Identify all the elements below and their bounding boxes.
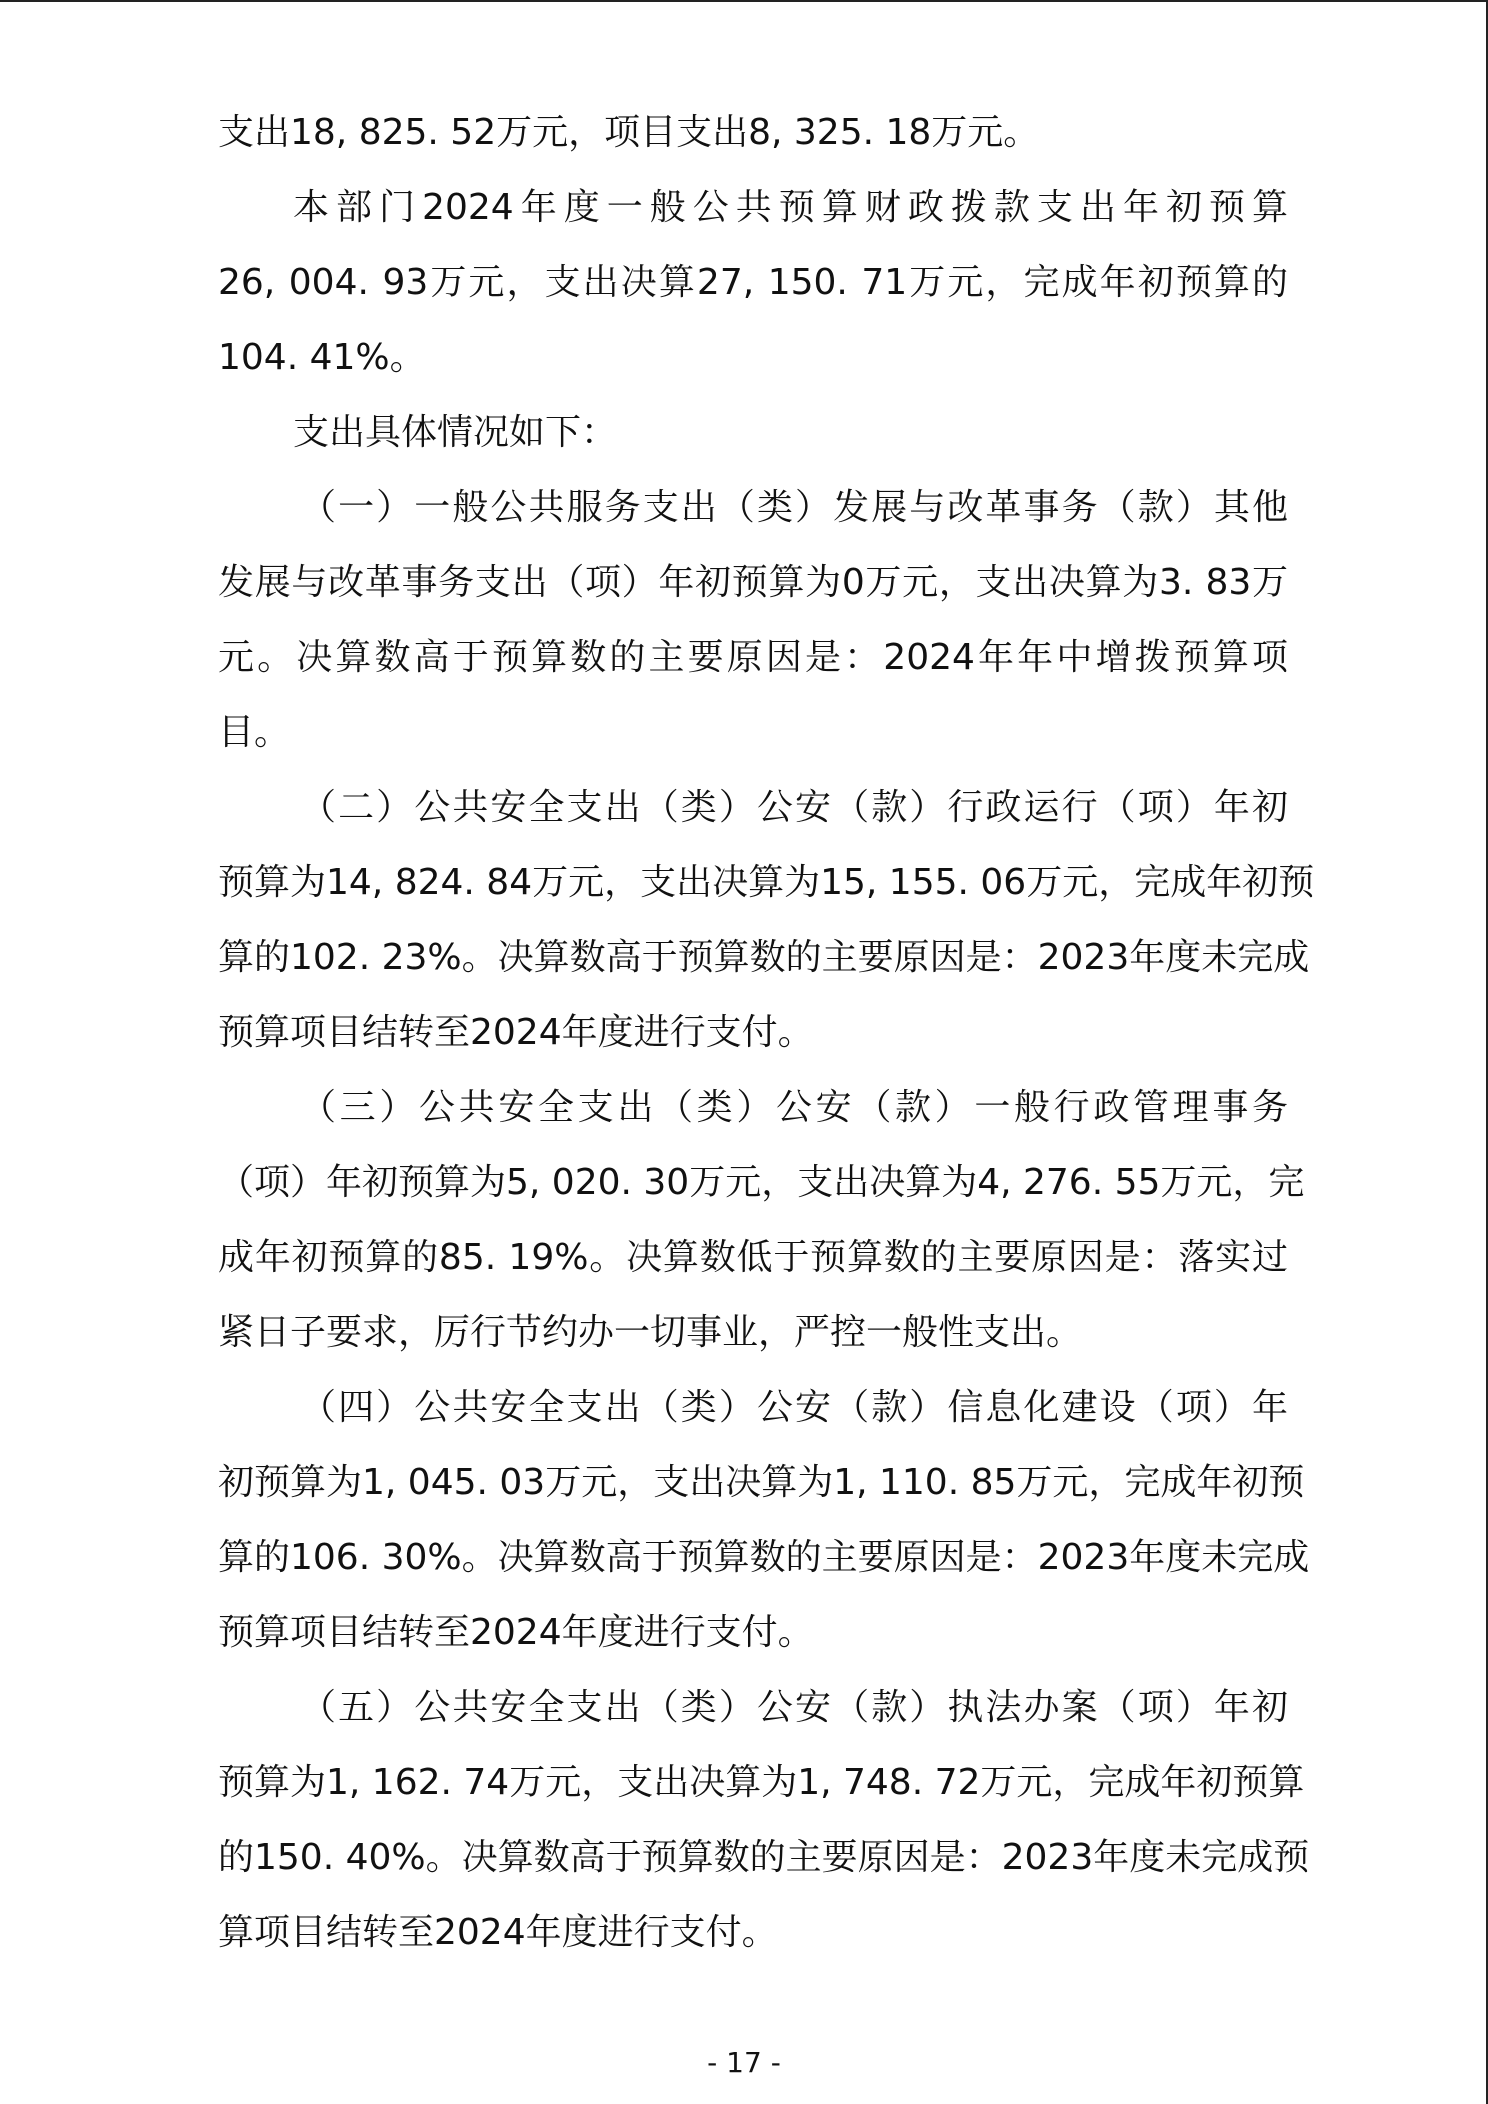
text-line: 支出具体情况如下： [293,412,618,453]
text-line: 初预算为1, 045. 03万元，支出决算为1, 110. 85万元，完成年初预 [218,1462,1305,1503]
text-line: 预算为1, 162. 74万元，支出决算为1, 748. 72万元，完成年初预算 [218,1762,1305,1803]
page-number: - 17 - [707,2046,781,2079]
text-line: 元。决算数高于预算数的主要原因是：2024年年中增拨预算项 [218,637,1288,678]
text-line: 发展与改革事务支出（项）年初预算为0万元，支出决算为3. 83万 [218,562,1288,603]
text-line: 支出18, 825. 52万元，项目支出8, 325. 18万元。 [218,112,1040,153]
text-line: 预算项目结转至2024年度进行支付。 [218,1612,814,1653]
text-line: 的150. 40%。决算数高于预算数的主要原因是：2023年度未完成预 [218,1837,1310,1878]
paragraph-budget-overview [218,170,1288,395]
paragraph-item-1 [218,470,1288,770]
text-line: 紧日子要求，厉行节约办一切事业，严控一般性支出。 [218,1312,1083,1353]
text-line: 预算为14, 824. 84万元，支出决算为15, 155. 06万元，完成年初预 [218,862,1315,903]
paragraph-item-5 [218,1670,1310,1970]
text-line: 目。 [218,712,291,753]
text-line: 26, 004. 93万元，支出决算27, 150. 71万元，完成年初预算的 [218,262,1288,303]
text-line: 104. 41%。 [218,337,426,378]
text-line: （四）公共安全支出（类）公安（款）信息化建设（项）年 [300,1387,1288,1428]
text-line: （五）公共安全支出（类）公安（款）执法办案（项）年初 [300,1687,1288,1728]
document-body [218,95,1315,1970]
page-top-border [0,0,1488,2]
paragraph-expenditure-summary [218,95,1288,170]
text-line: 算项目结转至2024年度进行支付。 [218,1912,778,1953]
paragraph-item-2 [218,770,1315,1070]
text-line: （二）公共安全支出（类）公安（款）行政运行（项）年初 [300,787,1288,828]
text-line: 预算项目结转至2024年度进行支付。 [218,1012,814,1053]
text-line: 算的102. 23%。决算数高于预算数的主要原因是：2023年度未完成 [218,937,1310,978]
text-line: 算的106. 30%。决算数高于预算数的主要原因是：2023年度未完成 [218,1537,1310,1578]
text-line: 成年初预算的85. 19%。决算数低于预算数的主要原因是：落实过 [218,1237,1288,1278]
text-line: （三）公共安全支出（类）公安（款）一般行政管理事务 [300,1087,1288,1128]
paragraph-details-intro [218,395,1288,470]
text-line: 本部门2024年度一般公共预算财政拨款支出年初预算 [293,187,1288,228]
paragraph-item-3 [218,1070,1305,1370]
paragraph-item-4 [218,1370,1310,1670]
text-line: （一）一般公共服务支出（类）发展与改革事务（款）其他 [300,487,1288,528]
text-line: （项）年初预算为5, 020. 30万元，支出决算为4, 276. 55万元，完 [218,1162,1305,1203]
